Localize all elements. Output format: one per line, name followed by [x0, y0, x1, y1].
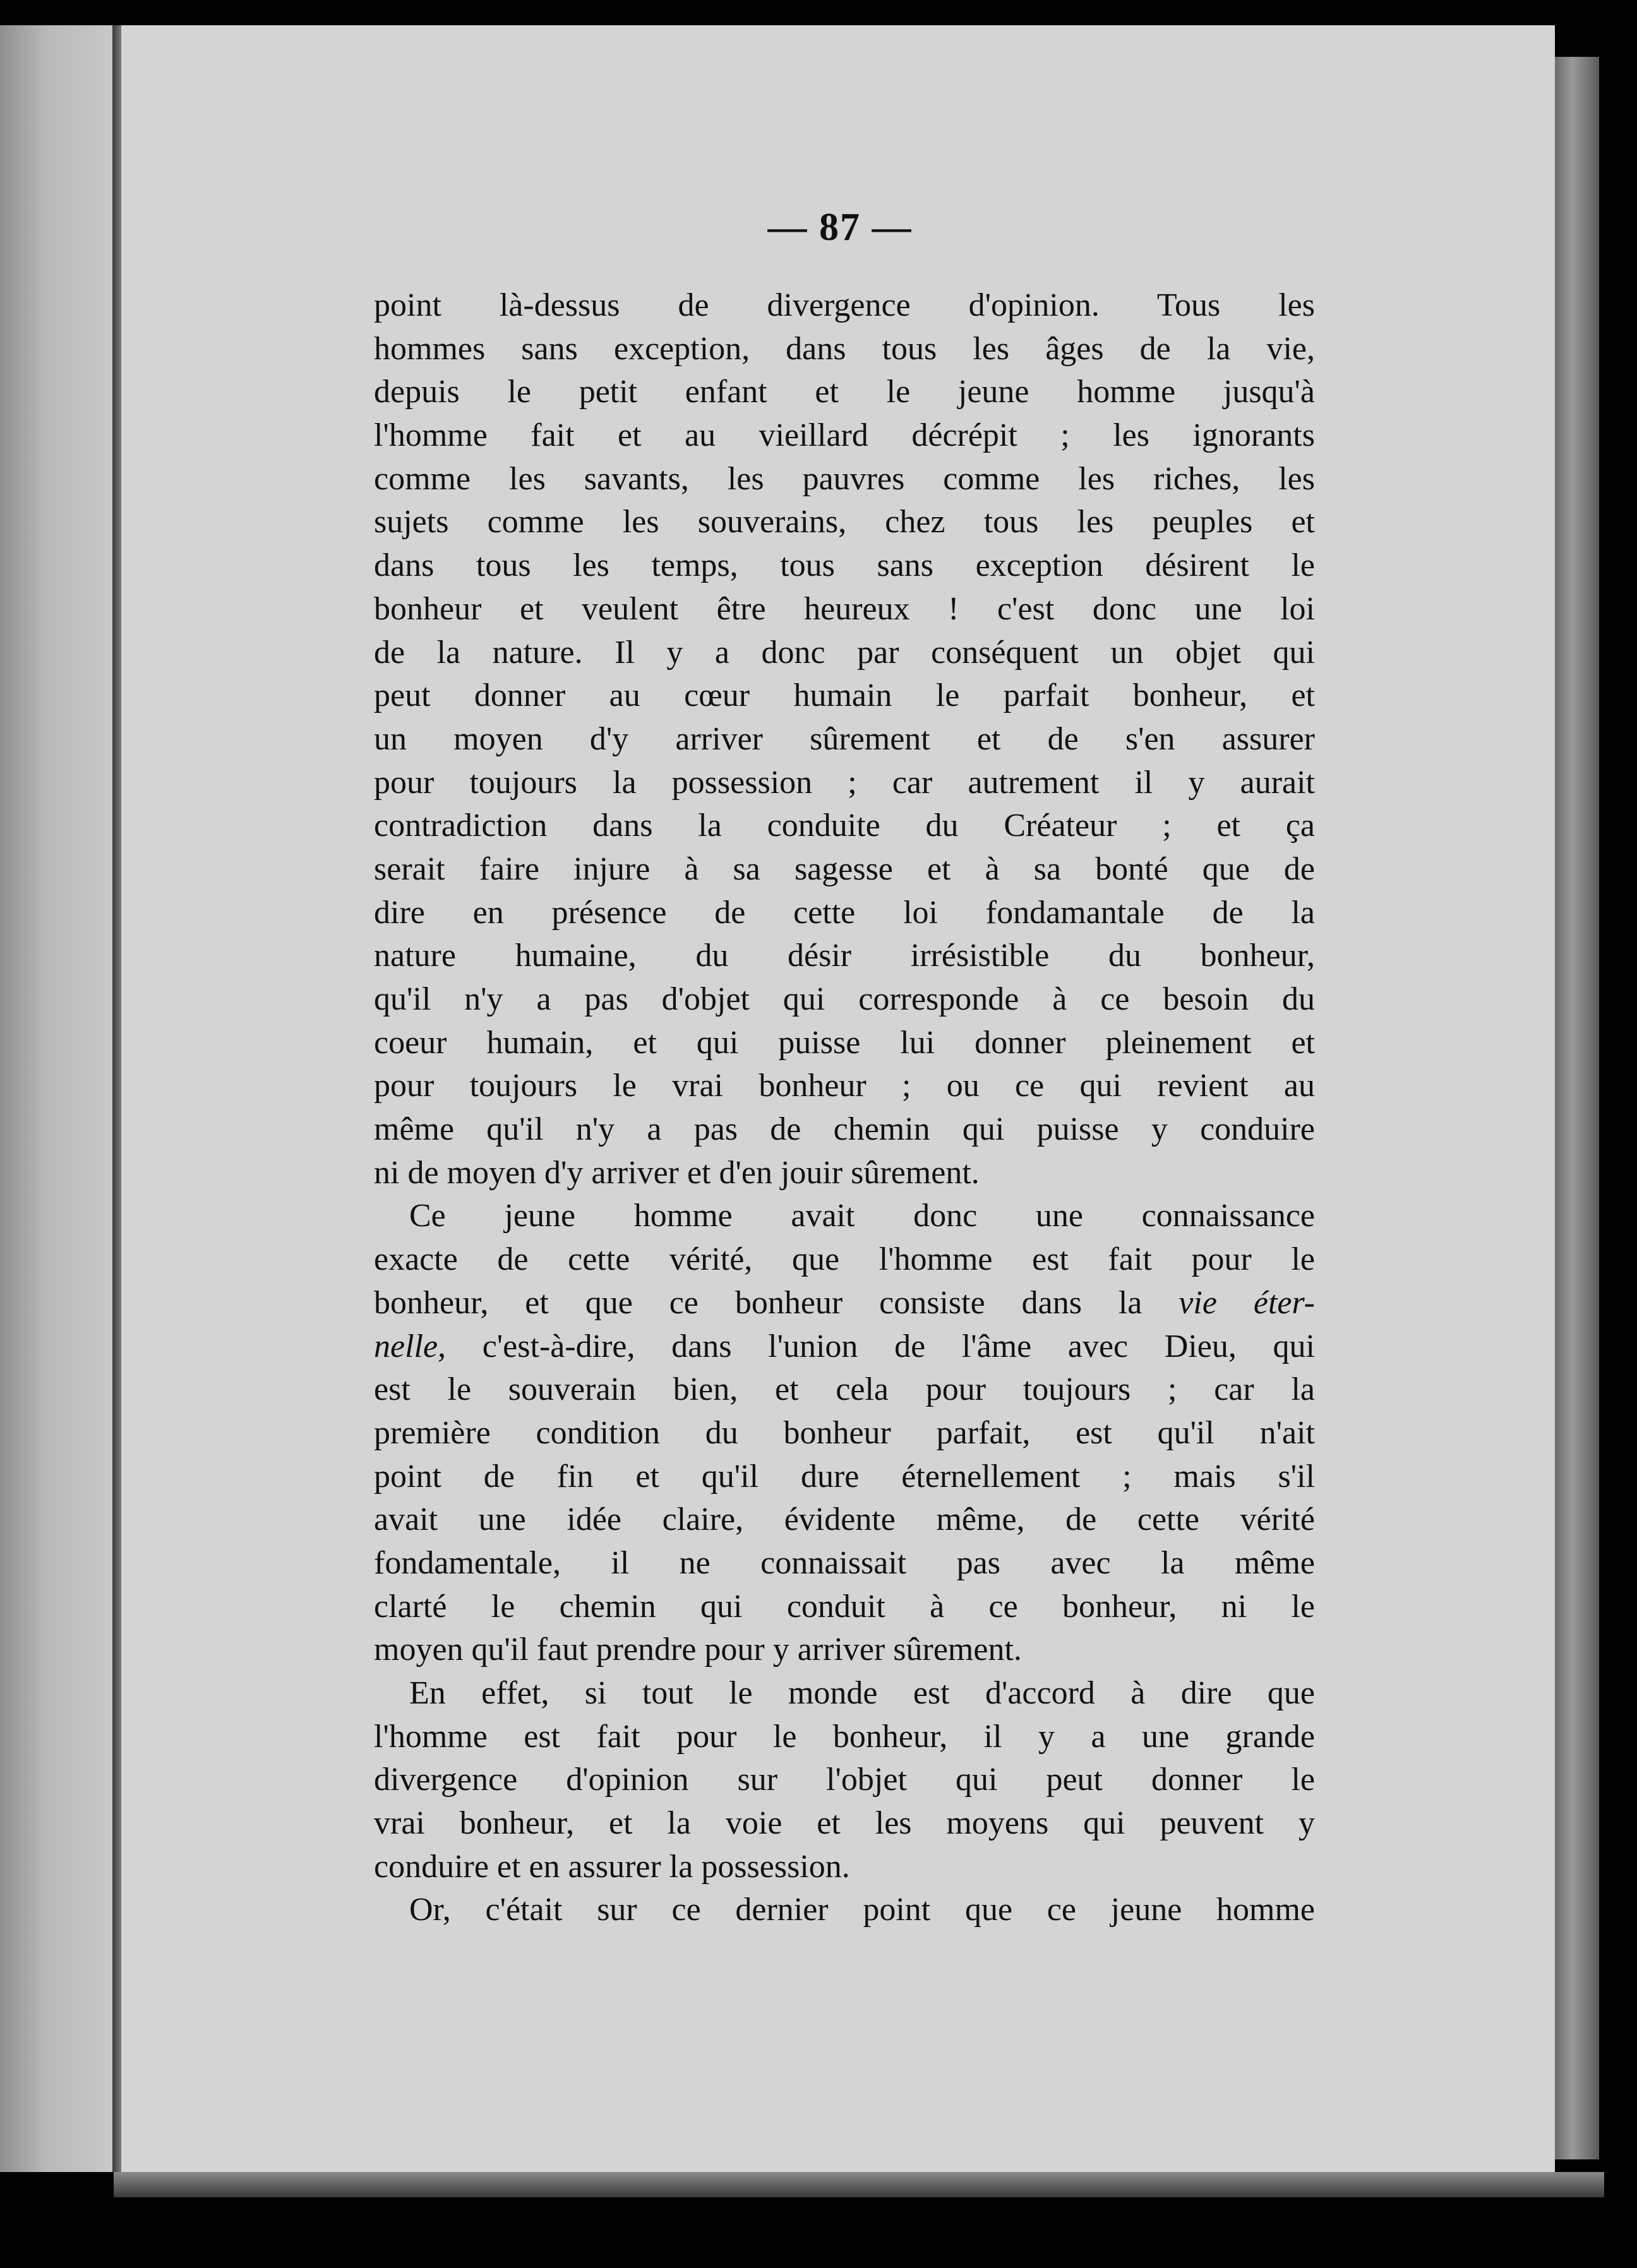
text-line: dans tous les temps, tous sans exception désirent le [374, 547, 1315, 584]
text-line: un moyen d'y arriver sûrement et de s'en assurer [374, 720, 1315, 757]
text-line: depuis le petit enfant et le jeune homme jusqu'à [374, 374, 1315, 410]
text-line: comme les savants, les pauvres comme les riches, les [374, 460, 1315, 497]
text-line: point de fin et qu'il dure éternellement ; mais s'il [374, 1458, 1315, 1495]
paragraph [374, 1195, 1315, 1672]
page-bottom-edge [114, 2172, 1604, 2197]
text-line: dire en présence de cette loi fondamantale de la [374, 894, 1315, 931]
text-line: avait une idée claire, évidente même, de cette vérité [374, 1501, 1315, 1538]
text-line: exacte de cette vérité, que l'homme est fait pour le [374, 1241, 1315, 1278]
text-line: pour toujours la possession ; car autrement il y aurait [374, 764, 1315, 801]
text-line: vrai bonheur, et la voie et les moyens qui peuvent y [374, 1805, 1315, 1842]
page-number: — 87 — [767, 206, 913, 249]
text-line: point là-dessus de divergence d'opinion. Tous les [374, 287, 1315, 323]
text-line: conduire et en assurer la possession. [374, 1848, 850, 1885]
text-segment: c'est-à-dire, dans l'union de l'âme avec Dieu, qui [446, 1328, 1315, 1364]
text-segment: bonheur, et que ce bonheur consiste dans la [374, 1284, 1142, 1321]
text-line [374, 1325, 1315, 1369]
italic-segment: vie éter- [1178, 1284, 1315, 1321]
text-line: l'homme est fait pour le bonheur, il y a une grande [374, 1718, 1315, 1755]
text-line: nature humaine, du désir irrésistible du bonheur, [374, 938, 1315, 974]
text-line: peut donner au cœur humain le parfait bonheur, et [374, 677, 1315, 714]
text-line: clarté le chemin qui conduit à ce bonheur, ni le [374, 1588, 1315, 1625]
text-line: En effet, si tout le monde est d'accord à dire que [409, 1675, 1315, 1711]
text-line: l'homme fait et au vieillard décrépit ; les ignorants [374, 417, 1315, 454]
italic-segment: nelle, [374, 1328, 447, 1364]
text-line: ni de moyen d'y arriver et d'en jouir sûrement. [374, 1154, 980, 1191]
left-page-edge [0, 25, 114, 2172]
text-line: de la nature. Il y a donc par conséquent un objet qui [374, 634, 1315, 671]
text-line: coeur humain, et qui puisse lui donner pleinement et [374, 1024, 1315, 1061]
text-line: première condition du bonheur parfait, est qu'il n'ait [374, 1414, 1315, 1451]
text-line: hommes sans exception, dans tous les âges de la vie, [374, 330, 1315, 367]
text-line: Or, c'était sur ce dernier point que ce jeune homme [409, 1892, 1315, 1928]
text-line: pour toujours le vrai bonheur ; ou ce qui revient au [374, 1068, 1315, 1104]
text-line: qu'il n'y a pas d'objet qui corresponde à ce besoin du [374, 981, 1315, 1017]
text-line: Ce jeune homme avait donc une connaissance [409, 1198, 1315, 1234]
text-line: contradiction dans la conduite du Créateur ; et ça [374, 808, 1315, 844]
text-line: bonheur et veulent être heureux ! c'est donc une loi [374, 590, 1315, 627]
text-line: fondamentale, il ne connaissait pas avec la même [374, 1544, 1315, 1581]
text-line: divergence d'opinion sur l'objet qui peut donner le [374, 1762, 1315, 1798]
text-line: est le souverain bien, et cela pour toujours ; car la [374, 1371, 1315, 1408]
book-gutter [112, 25, 121, 2172]
paragraph [374, 1672, 1315, 1889]
paragraph [374, 1889, 1315, 1932]
body-text [374, 284, 1315, 1932]
paragraph [374, 284, 1315, 1195]
text-line: moyen qu'il faut prendre pour y arriver sûrement. [374, 1632, 1022, 1668]
page-right-edge [1555, 57, 1599, 2159]
text-line: serait faire injure à sa sagesse et à sa bonté que de [374, 850, 1315, 887]
text-line: même qu'il n'y a pas de chemin qui puisse y conduire [374, 1111, 1315, 1148]
text-line [374, 1282, 1315, 1325]
text-line: sujets comme les souverains, chez tous les peuples et [374, 504, 1315, 540]
